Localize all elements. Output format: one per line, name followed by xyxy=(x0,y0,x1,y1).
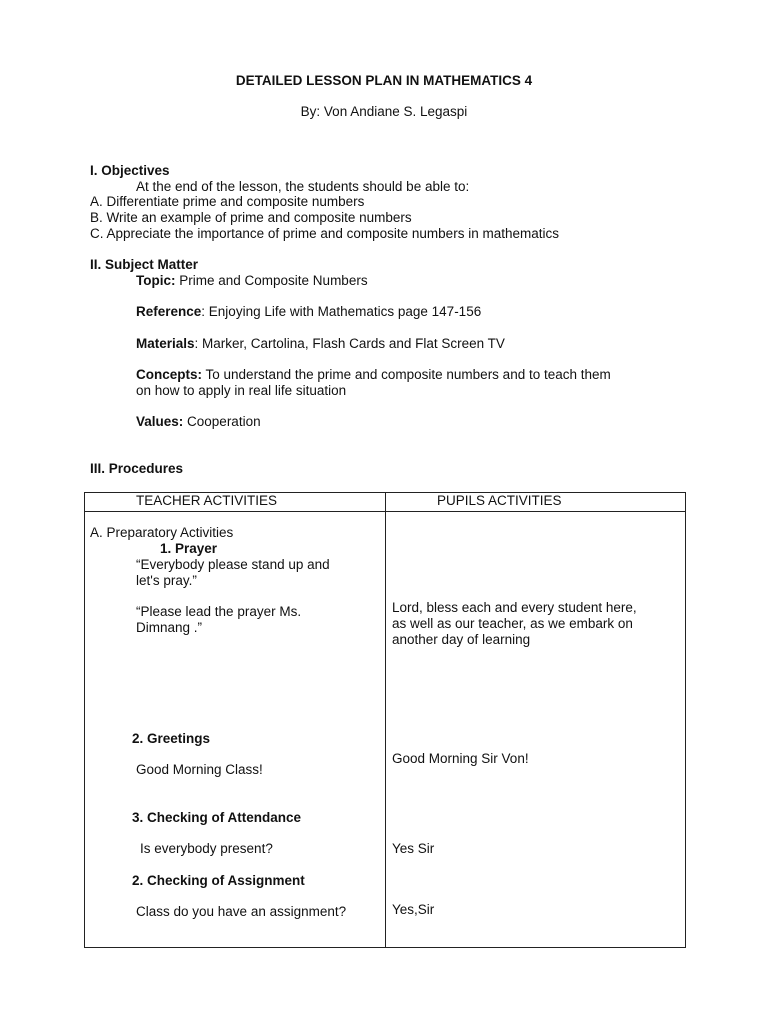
materials-line xyxy=(136,336,505,352)
teacher-activities-header: TEACHER ACTIVITIES xyxy=(136,493,278,508)
concepts-line xyxy=(136,367,611,383)
reference-line xyxy=(136,304,481,320)
procedures-heading: III. Procedures xyxy=(90,461,184,476)
prayer-teacher-text: “Everybody please stand up and xyxy=(136,557,330,572)
values-value: Cooperation xyxy=(183,414,261,429)
greetings-teacher-text: Good Morning Class! xyxy=(136,762,263,777)
concepts-label: Concepts: xyxy=(136,367,203,382)
reference-value: : Enjoying Life with Mathematics page 147-156 xyxy=(201,304,482,319)
prayer-pupils-text: as well as our teacher, as we embark on xyxy=(392,616,633,631)
prayer-teacher-text: “Please lead the prayer Ms. xyxy=(136,604,302,619)
objective-item: B. Write an example of prime and composite numbers xyxy=(90,210,412,225)
values-line xyxy=(136,414,261,430)
attendance-teacher-text: Is everybody present? xyxy=(140,841,273,856)
concepts-line-2: on how to apply in real life situation xyxy=(136,383,347,398)
materials-value: : Marker, Cartolina, Flash Cards and Flat Screen TV xyxy=(194,336,505,351)
preparatory-activities: A. Preparatory Activities xyxy=(90,525,234,540)
topic-label: Topic: xyxy=(136,273,176,288)
topic-line xyxy=(136,273,368,289)
reference-label: Reference xyxy=(136,304,202,319)
subject-matter-heading: II. Subject Matter xyxy=(90,257,199,272)
author-line: By: Von Andiane S. Legaspi xyxy=(300,104,468,119)
assignment-heading: 2. Checking of Assignment xyxy=(132,873,305,888)
assignment-teacher-text: Class do you have an assignment? xyxy=(136,904,347,919)
prayer-heading: 1. Prayer xyxy=(160,541,218,556)
objective-item: A. Differentiate prime and composite numbers xyxy=(90,194,365,209)
topic-value: Prime and Composite Numbers xyxy=(175,273,368,288)
materials-label: Materials xyxy=(136,336,195,351)
values-label: Values: xyxy=(136,414,184,429)
attendance-heading: 3. Checking of Attendance xyxy=(132,810,302,825)
objective-item: C. Appreciate the importance of prime and composite numbers in mathematics xyxy=(90,226,559,241)
prayer-pupils-text: another day of learning xyxy=(392,632,531,647)
attendance-pupils-text: Yes Sir xyxy=(392,841,435,856)
prayer-teacher-text: Dimnang .” xyxy=(136,620,203,635)
pupils-activities-header: PUPILS ACTIVITIES xyxy=(437,493,562,508)
prayer-pupils-text: Lord, bless each and every student here, xyxy=(392,600,637,615)
objectives-intro: At the end of the lesson, the students should be able to: xyxy=(136,179,470,194)
objectives-heading: I. Objectives xyxy=(90,163,170,178)
concepts-value: To understand the prime and composite numbers and to teach them xyxy=(202,367,611,382)
prayer-teacher-text: let's pray.” xyxy=(136,573,197,588)
assignment-pupils-text: Yes,Sir xyxy=(392,902,435,917)
greetings-pupils-text: Good Morning Sir Von! xyxy=(392,751,529,766)
table-column-divider xyxy=(385,493,386,947)
greetings-heading: 2. Greetings xyxy=(132,731,211,746)
document-title: DETAILED LESSON PLAN IN MATHEMATICS 4 xyxy=(235,73,533,88)
